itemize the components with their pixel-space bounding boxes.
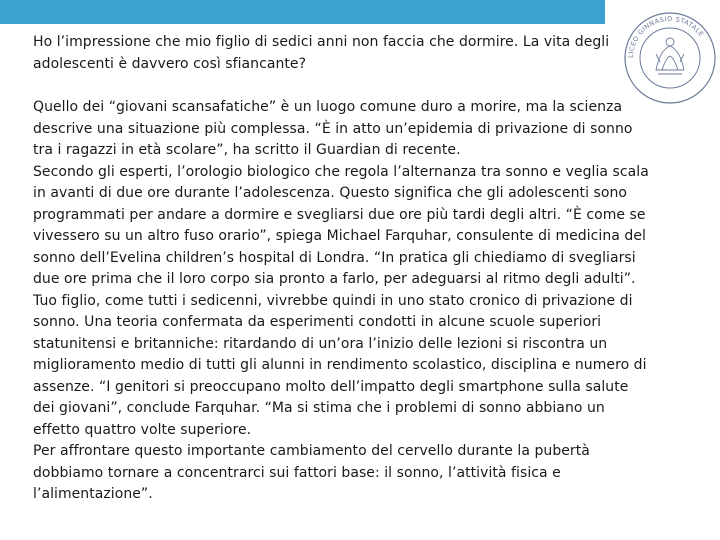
top-accent-bar — [0, 0, 605, 24]
seal-ring-text: LICEO GINNASIO STATALE — [626, 14, 706, 59]
slide-body — [33, 32, 653, 506]
question-paragraph: Ho l’impressione che mio figlio di sedici anni non faccia che dormire. La vita degli adolescenti è davvero così sfiancante? — [33, 34, 610, 72]
slide-top-bar — [0, 0, 720, 24]
answer-paragraph: Tuo figlio, come tutti i sedicenni, vivrebbe quindi in uno stato cronico di privazione di sonno. Una teoria confermata da esperimenti condotti in alcune scuole superiori statunitensi e britanniche: ritardando di un’ora l’inizio delle lezioni si riscontra un miglioramento medio di tutti gli alunni in rendimento scolastico, disciplina e numero di assenze. “I genitori si preoccupano molto dell’impatto degli smartphone sulla salute dei giovani”, conclude Farquhar. “Ma si stima che i problemi di sonno abbiano un effetto quattro volte superiore. — [33, 292, 647, 438]
answer-paragraph: Per affrontare questo importante cambiamento del cervello durante la pubertà dobbiamo tornare a concentrarci sui fattori base: il sonno, l’attività fisica e l’alimentazione”. — [33, 443, 590, 502]
answer-paragraph: Secondo gli esperti, l’orologio biologico che regola l’alternanza tra sonno e veglia scala in avanti di due ore durante l’adolescenza. Questo significa che gli adolescenti sono programmati per andare a dormire e svegliarsi due ore più tardi degli altri. “È come se vivessero su un altro fuso orario”, spiega Michael Farquhar, consulente di medicina del sonno dell’Evelina children’s hospital di Londra. “In pratica gli chiediamo di svegliarsi due ore prima che il loro corpo sia pronto a farlo, per adeguarsi al ritmo degli adulti”. — [33, 163, 649, 287]
answer-paragraph: Quello dei “giovani scansafatiche” è un luogo comune duro a morire, ma la scienza descrive una situazione più complessa. “È in atto un’epidemia di privazione di sonno tra i ragazzi in età scolare”, ha scritto il Guardian di recente. — [33, 99, 633, 158]
